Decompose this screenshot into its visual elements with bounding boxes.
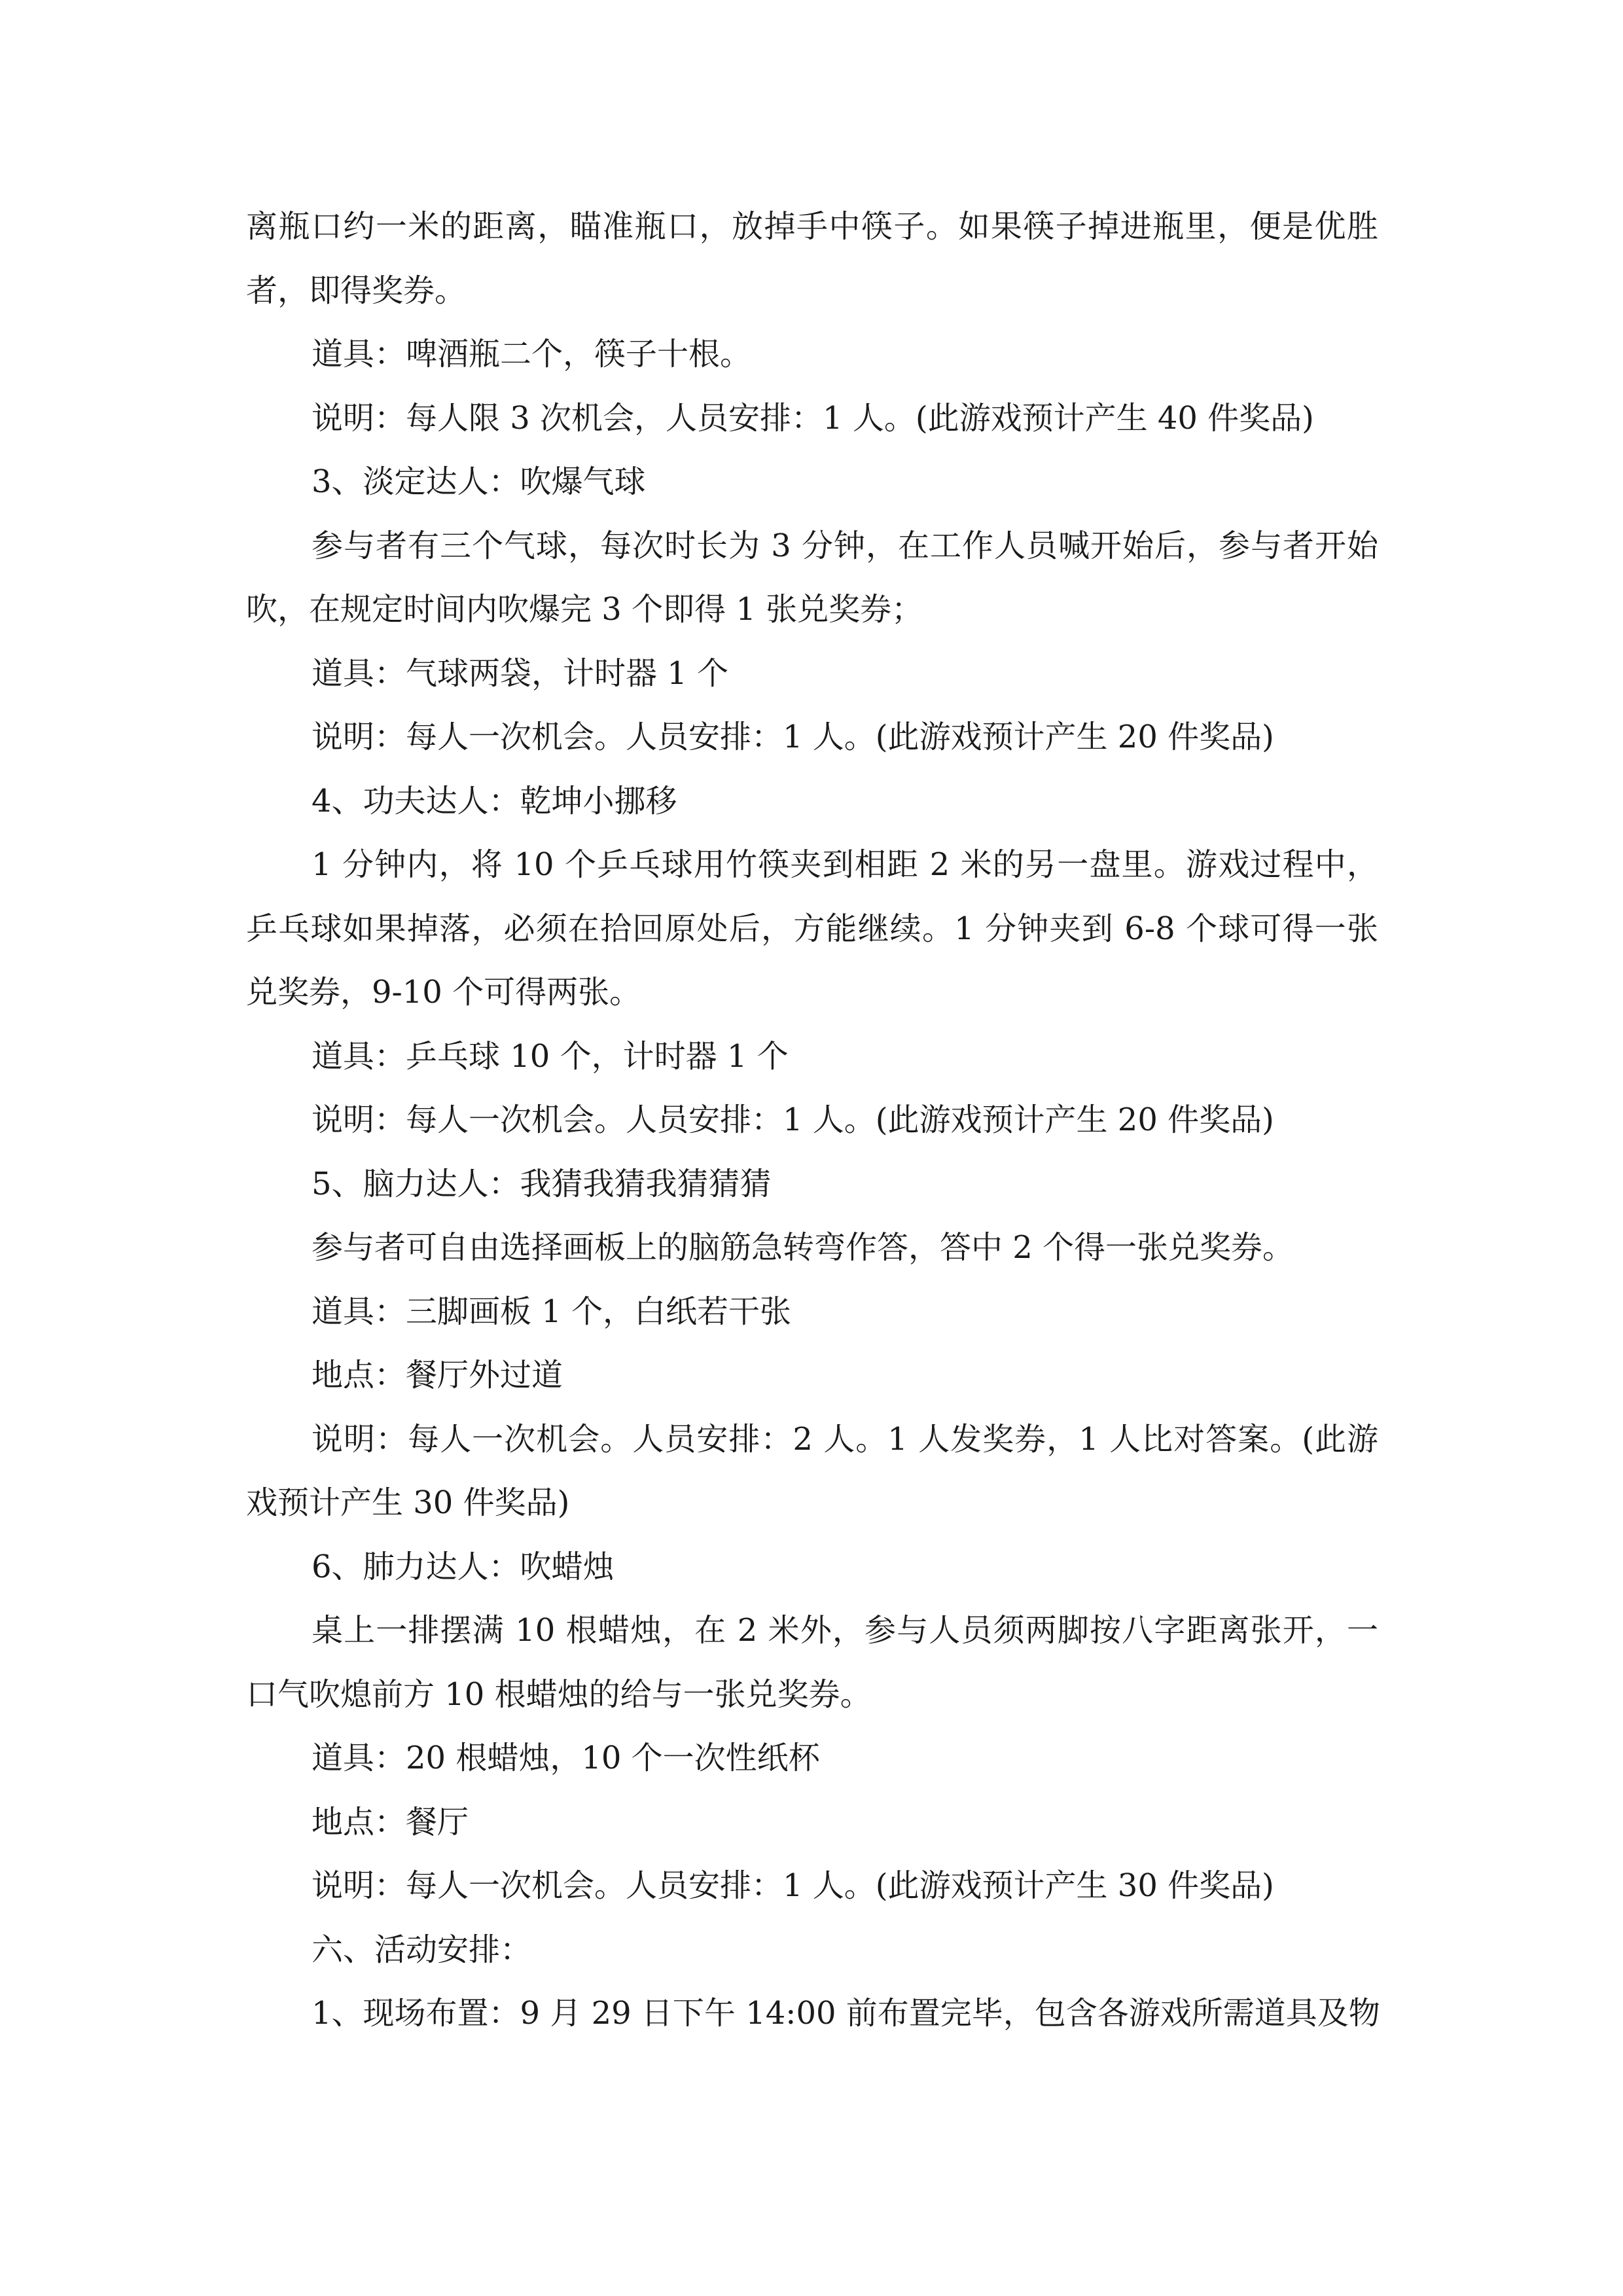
paragraph-note-bottles: 说明：每人限 3 次机会，人员安排：1 人。(此游戏预计产生 40 件奖品) [312,399,1314,437]
paragraph-location-riddle: 地点：餐厅外过道 [312,1357,563,1393]
paragraph-note-riddle: 说明：每人一次机会。人员安排：2 人。1 人发奖券，1 人比对答案。(此游戏预计产生 30 件奖品) [246,1420,1378,1521]
paragraph-pingpong-rule: 1 分钟内，将 10 个乒乓球用竹筷夹到相距 2 米的另一盘里。游戏过程中，乒乓球如果掉落，必须在拾回原处后，方能继续。1 分钟夹到 6-8 个球可得一张兑奖券，9-10 个可得两张。 [246,846,1378,1011]
paragraph-balloon-rule: 参与者有三个气球，每次时长为 3 分钟，在工作人员喊开始后，参与者开始吹，在规定时间内吹爆完 3 个即得 1 张兑奖券； [246,527,1378,628]
paragraph-props-riddle: 道具：三脚画板 1 个，白纸若干张 [312,1293,792,1330]
paragraph-props-balloon: 道具：气球两袋，计时器 1 个 [312,655,729,692]
paragraph-note-pingpong: 说明：每人一次机会。人员安排：1 人。(此游戏预计产生 20 件奖品) [312,1102,1274,1138]
paragraph-note-candles: 说明：每人一次机会。人员安排：1 人。(此游戏预计产生 30 件奖品) [312,1867,1274,1904]
paragraph-location-candles: 地点：餐厅 [312,1803,469,1840]
paragraph-candles-rule: 桌上一排摆满 10 根蜡烛，在 2 米外，参与人员须两脚按八字距离张开，一口气吹熄前方 10 根蜡烛的给与一张兑奖券。 [246,1612,1378,1713]
document-page [246,195,1378,2046]
section-heading-riddle: 5、脑力达人：我猜我猜我猜猜猜 [312,1165,772,1202]
paragraph-note-balloon: 说明：每人一次机会。人员安排：1 人。(此游戏预计产生 20 件奖品) [312,719,1274,755]
section-heading-candles: 6、肺力达人：吹蜡烛 [312,1548,615,1585]
paragraph-riddle-rule: 参与者可自由选择画板上的脑筋急转弯作答，答中 2 个得一张兑奖券。 [312,1229,1294,1266]
section-heading-pingpong: 4、功夫达人：乾坤小挪移 [312,782,677,819]
paragraph-props-bottles: 道具：啤酒瓶二个，筷子十根。 [312,336,752,372]
section-heading-balloon: 3、淡定达人：吹爆气球 [312,463,646,500]
paragraph-props-pingpong: 道具：乒乓球 10 个，计时器 1 个 [312,1037,789,1075]
paragraph-props-candles: 道具：20 根蜡烛，10 个一次性纸杯 [312,1740,820,1776]
paragraph-site-setup: 1、现场布置：9 月 29 日下午 14:00 前布置完毕，包含各游戏所需道具及物 [312,1995,1380,2032]
section-heading-schedule: 六、活动安排： [312,1931,532,1968]
paragraph-bottle-chopsticks-rule: 离瓶口约一米的距离，瞄准瓶口，放掉手中筷子。如果筷子掉进瓶里，便是优胜者，即得奖券。 [246,208,1378,309]
